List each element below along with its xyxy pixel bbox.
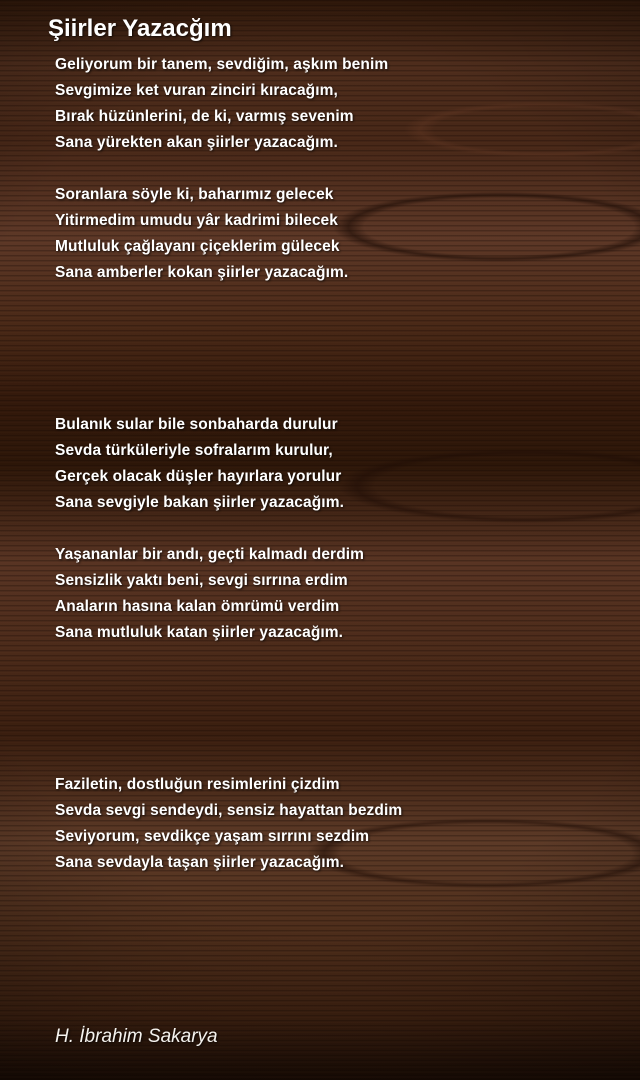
poem-stanza: [55, 542, 610, 646]
poem-stanza: [55, 772, 610, 876]
poem-line: Mutluluk çağlayanı çiçeklerim gülecek: [55, 238, 340, 255]
poem-line: Bırak hüzünlerini, de ki, varmış sevenim: [55, 108, 354, 125]
poem-author: H. İbrahim Sakarya: [55, 1026, 218, 1047]
poem-line: Sana sevgiyle bakan şiirler yazacağım.: [55, 494, 344, 511]
poem-line: Sana sevdayla taşan şiirler yazacağım.: [55, 854, 344, 871]
poem-stanza: [55, 52, 610, 156]
poem-line: Sevgimize ket vuran zinciri kıracağım,: [55, 82, 338, 99]
poem-line: Sevda türküleriyle sofralarım kurulur,: [55, 442, 333, 459]
poem-line: Gerçek olacak düşler hayırlara yorulur: [55, 468, 342, 485]
poem-line: Yaşananlar bir andı, geçti kalmadı derdim: [55, 546, 365, 563]
poem-line: Faziletin, dostluğun resimlerini çizdim: [55, 776, 340, 793]
poem-line: Seviyorum, sevdikçe yaşam sırrını sezdim: [55, 828, 370, 845]
poem-line: Yitirmedim umudu yâr kadrimi bilecek: [55, 212, 338, 229]
poem-title: Şiirler Yazacğım: [48, 15, 232, 42]
poem-line: Sana amberler kokan şiirler yazacağım.: [55, 264, 349, 281]
poem-line: Geliyorum bir tanem, sevdiğim, aşkım benim: [55, 56, 389, 73]
poem-line: Sana yürekten akan şiirler yazacağım.: [55, 134, 338, 151]
poem-body: [0, 52, 640, 876]
poem-line: Sevda sevgi sendeydi, sensiz hayattan bezdim: [55, 802, 403, 819]
poem-stanza: [55, 182, 610, 286]
poem-stanza: [55, 412, 610, 516]
poem-line: Sensizlik yaktı beni, sevgi sırrına erdim: [55, 572, 348, 589]
poem-line: Anaların hasına kalan ömrümü verdim: [55, 598, 340, 615]
poem-line: Bulanık sular bile sonbaharda durulur: [55, 416, 338, 433]
poem-line: Soranlara söyle ki, baharımız gelecek: [55, 186, 334, 203]
poem-line: Sana mutluluk katan şiirler yazacağım.: [55, 624, 344, 641]
